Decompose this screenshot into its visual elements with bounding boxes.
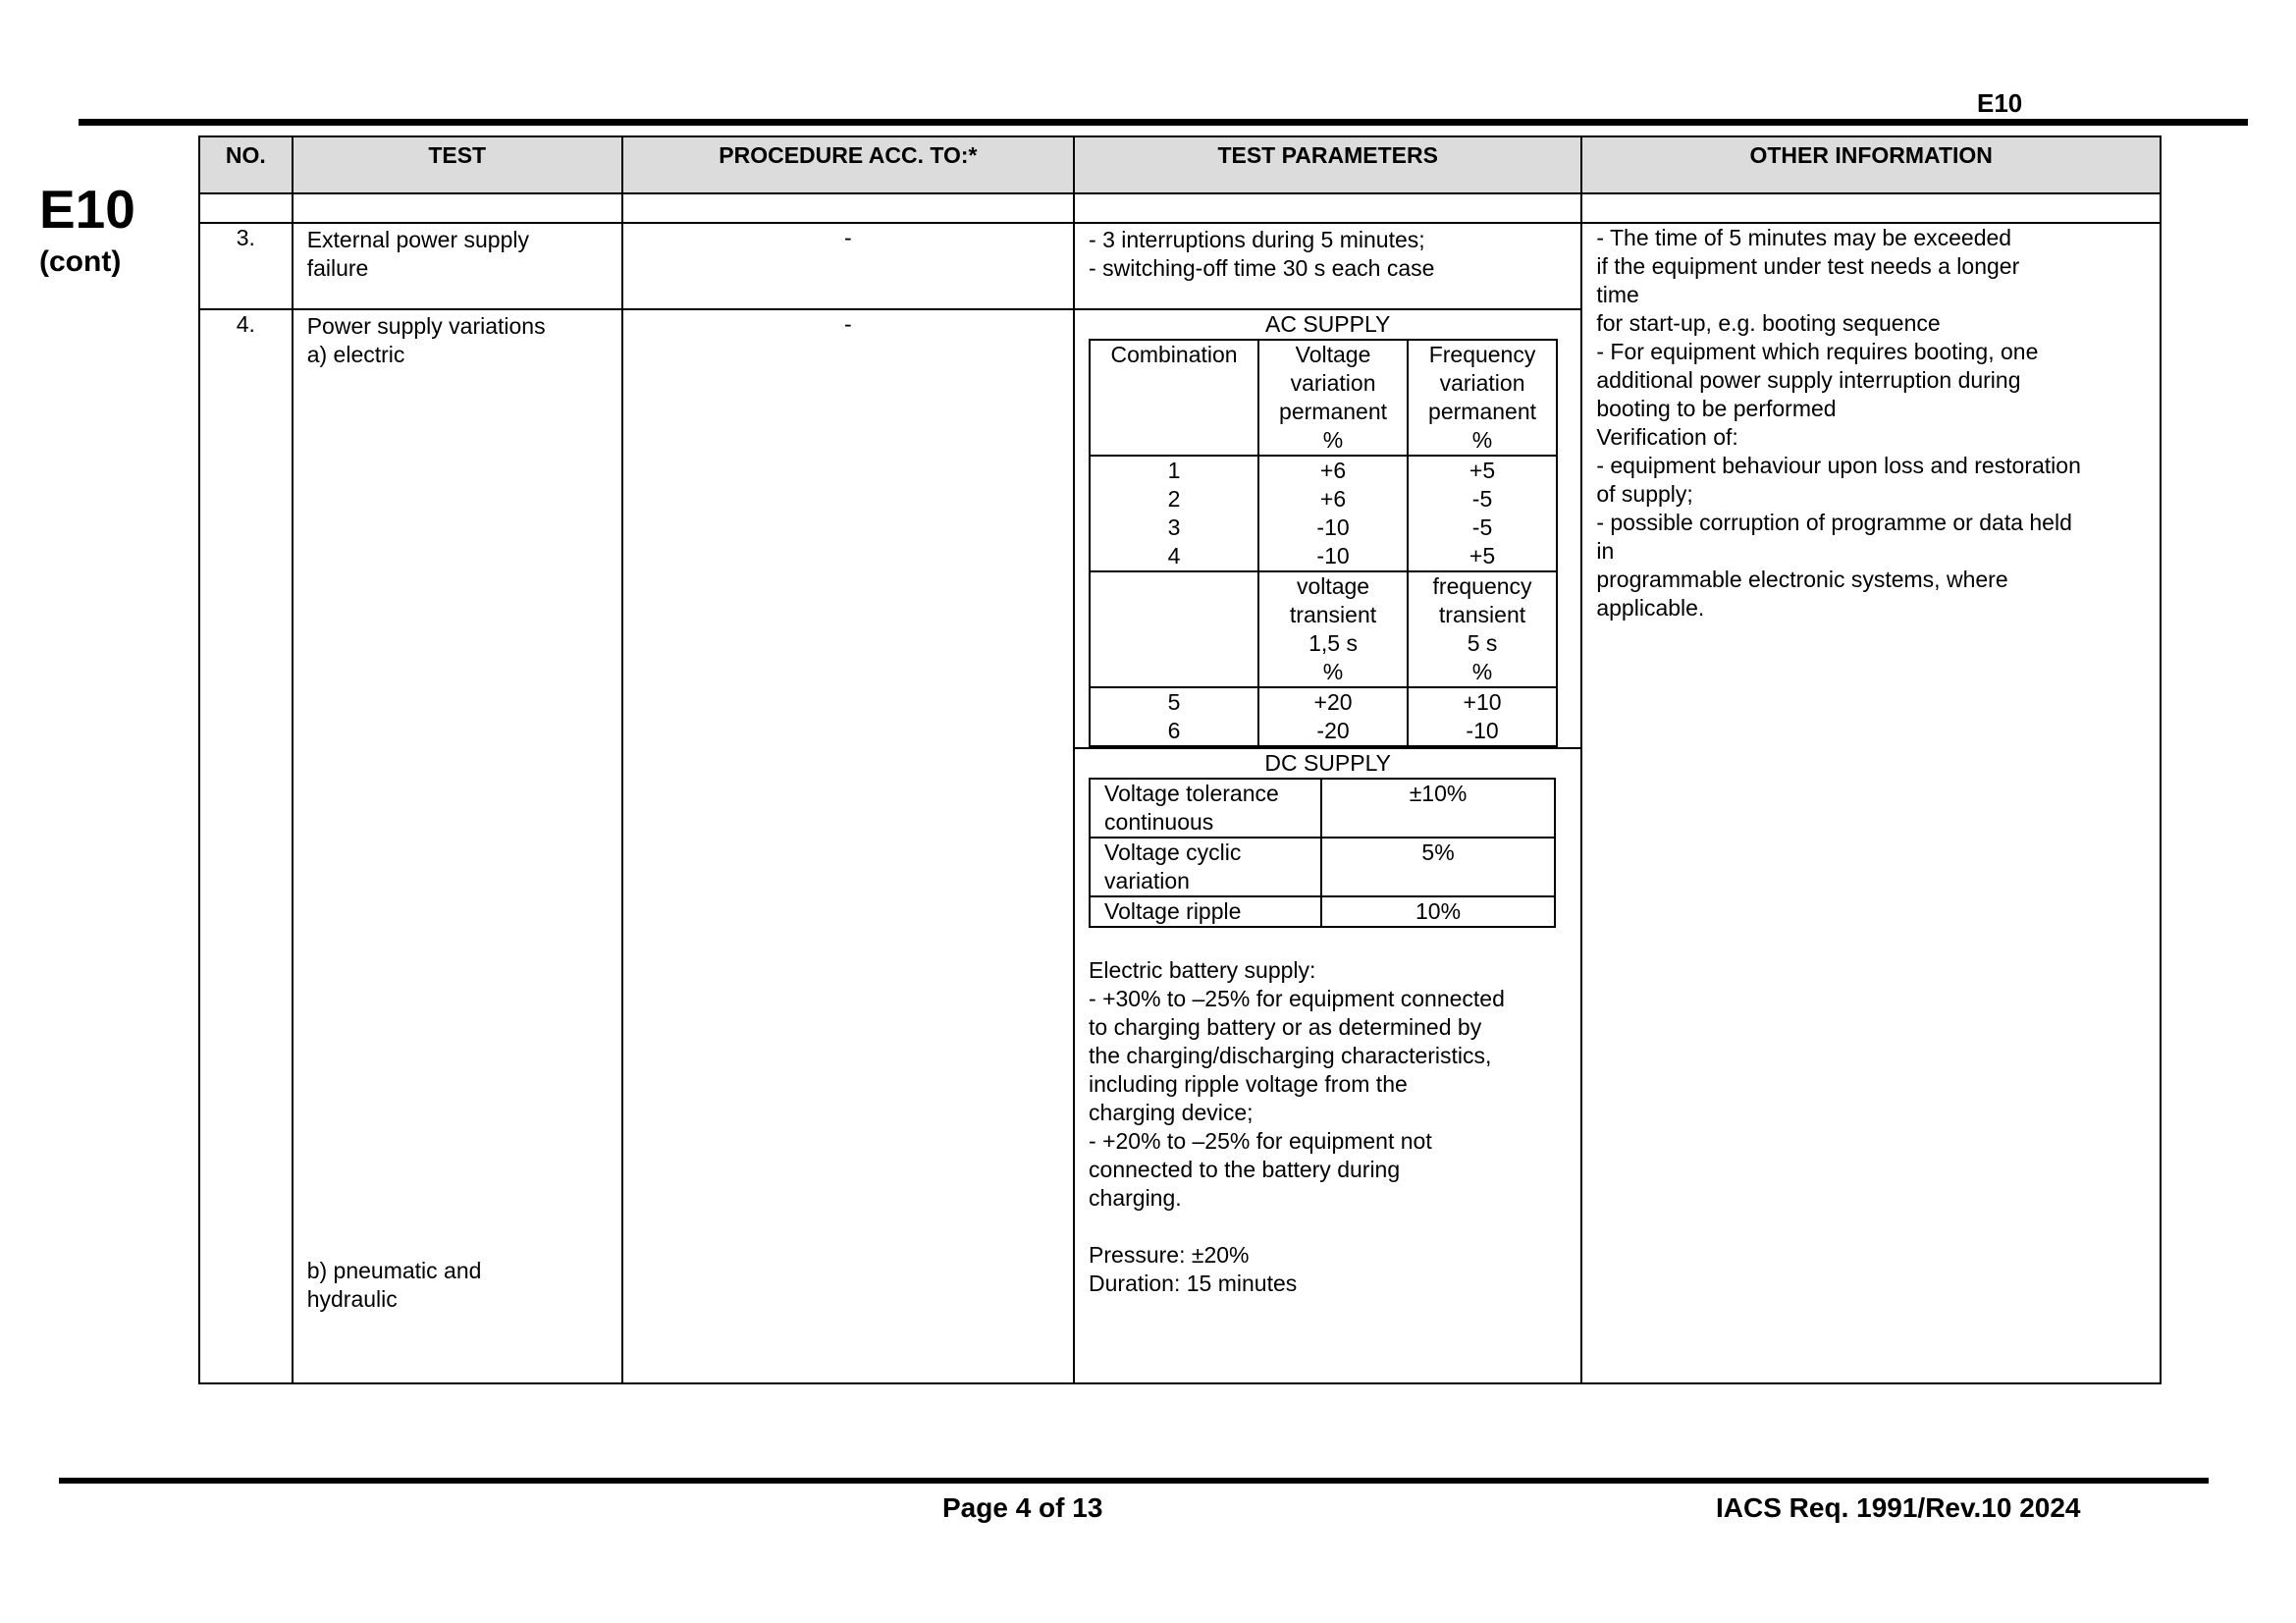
header-test-parameters: TEST PARAMETERS — [1074, 136, 1581, 193]
dc-row — [1090, 896, 1555, 927]
table-row-3 — [199, 223, 2161, 309]
ac-transient-row — [1090, 687, 1557, 746]
ac-perm-voltage: +6 +6 -10 -10 — [1258, 456, 1408, 571]
spacer-cell — [1074, 193, 1581, 223]
ac-trans-head-empty — [1090, 571, 1258, 687]
header-no: NO. — [199, 136, 293, 193]
dc-row — [1090, 838, 1555, 896]
ac-trans-frequency: +10 -10 — [1408, 687, 1557, 746]
page-number: Page 4 of 13 — [942, 1492, 1103, 1523]
dc-supply-title: DC SUPPLY — [1264, 750, 1392, 776]
spacer-cell — [199, 193, 293, 223]
dc-label: Voltage cyclic variation — [1090, 838, 1321, 896]
row3-procedure: - — [622, 223, 1074, 309]
other-information: - The time of 5 minutes may be exceeded if the equipment under test needs a longer time for start-up, e.g. booting sequence - For equipment which requires booting, one additional power supply interruption during booting to be performed Verification of: - equipment behaviour upon loss and restoration of supply; - possible corruption of programme or data held in programmable electronic systems, where applicable. — [1581, 223, 2161, 1383]
spacer-row — [199, 193, 2161, 223]
ac-head-row — [1090, 340, 1557, 456]
dc-value: 5% — [1321, 838, 1555, 896]
header-test: TEST — [293, 136, 622, 193]
side-cont: (cont) — [39, 245, 122, 278]
spacer-cell — [293, 193, 622, 223]
ac-head-combination: Combination — [1090, 340, 1258, 456]
ac-trans-head-voltage: voltage transient 1,5 s % — [1258, 571, 1408, 687]
dc-value: 10% — [1321, 896, 1555, 927]
dc-row — [1090, 779, 1555, 838]
requirements-table — [198, 135, 2162, 1384]
ac-perm-frequency: +5 -5 -5 +5 — [1408, 456, 1557, 571]
row4-test-b: b) pneumatic and hydraulic — [306, 1258, 482, 1312]
battery-supply-text: Electric battery supply: - +30% to –25% for equipment connected to charging battery or as determined by the charging/discharging characteristics, including ripple voltage from the charging device; - +20% to –25% for equipment not connected to the battery during charging. — [1089, 957, 1505, 1211]
row4-no: 4. — [199, 309, 293, 1383]
side-code: E10 — [39, 179, 135, 240]
dc-label: Voltage ripple — [1090, 896, 1321, 927]
header-code: E10 — [1977, 88, 2023, 118]
ac-head-frequency: Frequency variation permanent % — [1408, 340, 1557, 456]
dc-label: Voltage tolerance continuous — [1090, 779, 1321, 838]
requirement-reference: IACS Req. 1991/Rev.10 2024 — [1716, 1492, 2081, 1523]
row3-test: External power supply failure — [293, 223, 622, 309]
row4-test-a: Power supply variations a) electric — [306, 313, 546, 367]
row4-params — [1074, 309, 1581, 1383]
table-header-row — [199, 136, 2161, 193]
top-rule — [79, 119, 2248, 126]
row3-no: 3. — [199, 223, 293, 309]
ac-perm-combos: 1 2 3 4 — [1090, 456, 1258, 571]
bottom-rule — [59, 1478, 2209, 1484]
spacer-cell — [622, 193, 1074, 223]
ac-supply-table — [1089, 339, 1558, 747]
spacer-cell — [1581, 193, 2161, 223]
row3-params: - 3 interruptions during 5 minutes; - switching-off time 30 s each case — [1074, 223, 1581, 309]
header-procedure: PROCEDURE ACC. TO:* — [622, 136, 1074, 193]
dc-value: ±10% — [1321, 779, 1555, 838]
ac-trans-voltage: +20 -20 — [1258, 687, 1408, 746]
ac-transient-head-row — [1090, 571, 1557, 687]
ac-supply-title: AC SUPPLY — [1264, 311, 1391, 337]
ac-head-voltage: Voltage variation permanent % — [1258, 340, 1408, 456]
dc-supply-table — [1089, 778, 1556, 928]
pressure-text: Pressure: ±20% Duration: 15 minutes — [1089, 1242, 1298, 1296]
ac-permanent-row — [1090, 456, 1557, 571]
row4-procedure: - — [622, 309, 1074, 1383]
ac-trans-head-frequency: frequency transient 5 s % — [1408, 571, 1557, 687]
ac-trans-combos: 5 6 — [1090, 687, 1258, 746]
header-other-information: OTHER INFORMATION — [1581, 136, 2161, 193]
row4-test — [293, 309, 622, 1383]
